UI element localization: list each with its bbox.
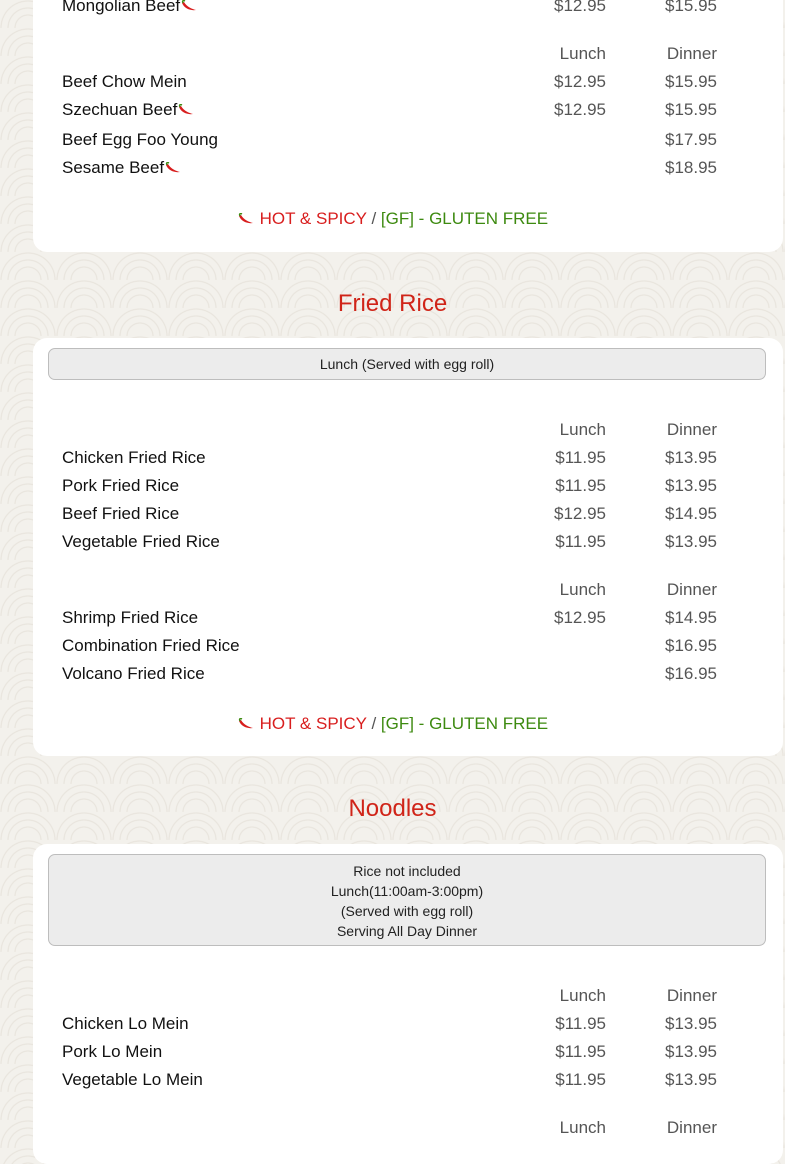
menu-item (62, 636, 722, 660)
dinner-header: Dinner (666, 986, 717, 1005)
dinner-price: $13.95 (665, 1014, 717, 1033)
notice-line: Lunch(11:00am-3:00pm) (330, 883, 484, 899)
legend-hot: HOT & SPICY (259, 714, 367, 733)
legend-separator: / (371, 209, 377, 228)
item-name: Beef Egg Foo Young (62, 130, 218, 149)
item-name: Sesame Beef (62, 158, 165, 177)
item-name: Szechuan Beef (62, 100, 178, 119)
menu-item (62, 1014, 722, 1038)
chili-icon (237, 213, 255, 225)
dinner-header: Dinner (666, 420, 717, 439)
menu-item (62, 608, 722, 632)
lunch-price: $12.95 (554, 100, 606, 119)
notice-text: Lunch (Served with egg roll) (319, 356, 495, 372)
dinner-price: $16.95 (665, 664, 717, 683)
lunch-price: $12.95 (554, 504, 606, 523)
lunch-price: $11.95 (555, 476, 606, 495)
notice-line: Rice not included (353, 863, 461, 879)
menu-item (62, 448, 722, 472)
notice-line: (Served with egg roll) (340, 903, 474, 919)
dinner-price: $15.95 (665, 100, 717, 119)
chili-icon (164, 162, 182, 174)
legend-gluten-free: [GF] - GLUTEN FREE (380, 209, 549, 228)
legend-separator: / (371, 714, 377, 733)
dinner-price: $13.95 (665, 448, 717, 467)
menu-item (62, 1042, 722, 1066)
dinner-price: $14.95 (665, 504, 717, 523)
lunch-header: Lunch (559, 986, 606, 1005)
item-name: Pork Lo Mein (62, 1042, 163, 1061)
lunch-price: $11.95 (555, 1070, 606, 1089)
lunch-price: $11.95 (555, 1014, 606, 1033)
item-name: Vegetable Fried Rice (62, 532, 220, 551)
lunch-header: Lunch (559, 44, 606, 63)
legend-hot: HOT & SPICY (259, 209, 367, 228)
menu-item (62, 130, 722, 154)
legend-gluten-free: [GF] - GLUTEN FREE (380, 714, 549, 733)
menu-item (62, 1070, 722, 1094)
dinner-price: $13.95 (665, 1070, 717, 1089)
menu-item (62, 664, 722, 688)
menu-item (62, 476, 722, 500)
lunch-header: Lunch (559, 420, 606, 439)
price-column-header (62, 1118, 722, 1142)
item-name: Volcano Fried Rice (62, 664, 205, 683)
menu-item (62, 504, 722, 528)
dinner-price: $13.95 (665, 476, 717, 495)
price-column-header (62, 986, 722, 1010)
item-name: Pork Fried Rice (62, 476, 180, 495)
item-name: Shrimp Fried Rice (62, 608, 199, 627)
lunch-notice (48, 348, 766, 380)
section-title-noodles: Noodles (348, 795, 437, 822)
menu-item (62, 72, 722, 96)
lunch-header: Lunch (559, 580, 606, 599)
item-name: Vegetable Lo Mein (62, 1070, 203, 1089)
item-name: Combination Fried Rice (62, 636, 240, 655)
item-name: Mongolian Beef (62, 0, 181, 15)
legend (0, 209, 785, 229)
menu-item (62, 532, 722, 556)
chili-icon (180, 0, 198, 12)
dinner-price: $18.95 (665, 158, 717, 177)
menu-item (62, 100, 722, 124)
notice-line: Serving All Day Dinner (336, 923, 478, 939)
dinner-header: Dinner (666, 580, 717, 599)
dinner-price: $17.95 (665, 130, 717, 149)
dinner-price: $13.95 (665, 532, 717, 551)
dinner-price: $15.95 (665, 0, 717, 15)
item-name: Chicken Fried Rice (62, 448, 206, 467)
lunch-price: $12.95 (554, 72, 606, 91)
item-name: Beef Fried Rice (62, 504, 180, 523)
chili-icon (237, 718, 255, 730)
chili-icon (177, 104, 195, 116)
lunch-price: $11.95 (555, 532, 606, 551)
dinner-header: Dinner (666, 44, 717, 63)
price-column-header (62, 420, 722, 444)
item-name: Beef Chow Mein (62, 72, 187, 91)
price-column-header (62, 44, 722, 68)
lunch-price: $11.95 (555, 448, 606, 467)
dinner-header: Dinner (666, 1118, 717, 1137)
section-title-fried-rice: Fried Rice (337, 290, 448, 317)
dinner-price: $16.95 (665, 636, 717, 655)
noodles-notice (48, 854, 766, 946)
dinner-price: $15.95 (665, 72, 717, 91)
price-column-header (62, 580, 722, 604)
dinner-price: $14.95 (665, 608, 717, 627)
lunch-price: $12.95 (554, 608, 606, 627)
menu-item (62, 158, 722, 182)
lunch-header: Lunch (559, 1118, 606, 1137)
dinner-price: $13.95 (665, 1042, 717, 1061)
lunch-price: $11.95 (555, 1042, 606, 1061)
lunch-price: $12.95 (554, 0, 606, 15)
legend (0, 714, 785, 734)
menu-item (62, 0, 722, 20)
item-name: Chicken Lo Mein (62, 1014, 189, 1033)
